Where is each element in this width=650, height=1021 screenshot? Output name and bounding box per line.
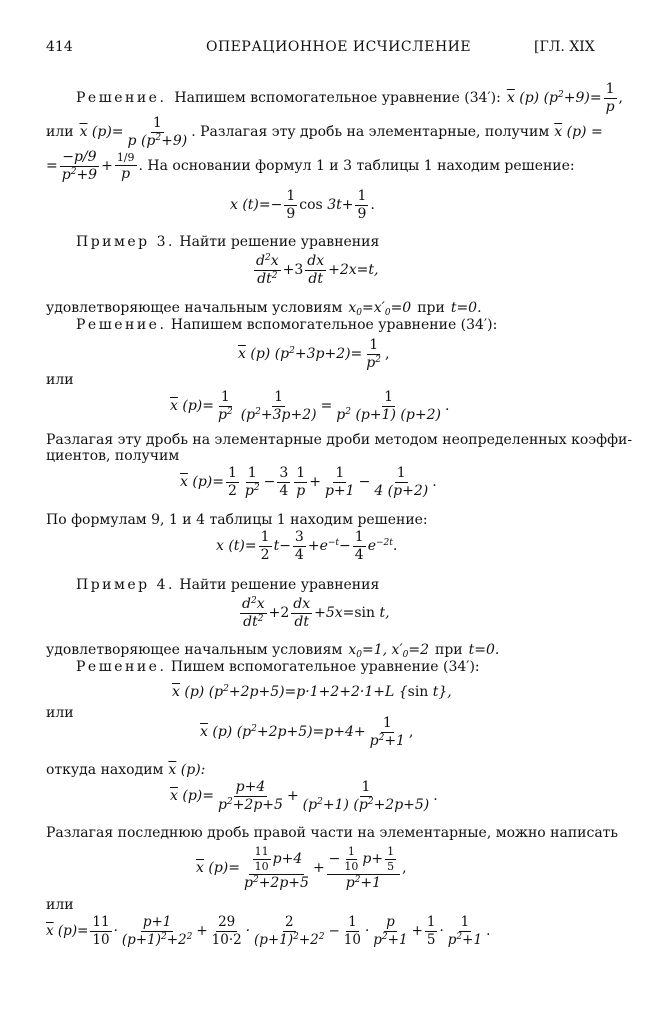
fraction-one-ninth-over-p: $\frac{1/9}{p}$ (116, 150, 135, 182)
cond4-text: удовлетворяющее начальным условиям (46, 642, 343, 658)
initial-conditions-4: удовлетворяющее начальным условиям $x_0=1$, $x'_0=2$ при t=0. (46, 642, 500, 660)
otkuda-line: откуда находим $\overline{x}$ (p): (46, 762, 206, 778)
fraction-1-over-p: $\frac{1}{p}$ (605, 81, 615, 116)
aux-equation-1: $\overline{x}$ (p) $(p^2+9)=$ (506, 90, 602, 107)
example-3-text: Найти решение уравнения (179, 234, 380, 250)
cond3-when: при (417, 300, 445, 316)
decompose-text-2b: циентов, получим (46, 448, 180, 464)
example-4-word: Пример 4. (76, 577, 175, 593)
xbar-expression-4: $\overline{x}$ (p)= $\frac{p+4}{p^2+2p+5}$ + $\frac{1}{(p^2+1) (p^2+2p+5)}$ . (170, 779, 438, 814)
solution-xt-3: x (t)= $\frac{1}{2}$ t− $\frac{3}{4}$ $+e^{-t}-$ $\frac{1}{4}$ $e^{-2t}$. (216, 529, 398, 564)
otkuda-text: откуда находим (46, 762, 164, 778)
aux-equation-3b: $\overline{x}$ (p) $(p^2+2p+5)=p+4+$ $\frac{1}{p^2+1}$ , (200, 715, 414, 750)
aux-equation-3: $\overline{x}$ (p) $(p^2+2p+5)=p\cdot 1+2+2\cdot 1+L$ {sin t}, (172, 684, 452, 700)
ili-word-4: или (46, 897, 74, 913)
solution-intro: Напишем вспомогательное уравнение (34′): (174, 90, 501, 107)
formula-ref-text: По формулам 9, 1 и 4 таблицы 1 находим решение: (46, 512, 428, 528)
fraction-1-over-p-p2-9: $\frac{1}{p (p^2+9)}$ (127, 115, 188, 150)
ode-example-4: $\frac{d^2x}{dt^2}$ +2 $\frac{dx}{dt}$ +5x=sin t, (242, 596, 390, 631)
decompose-text-2a: Разлагая эту дробь на элементарные дроби методом неопределенных коэффи- (46, 432, 633, 448)
ode-example-3: $\frac{d^2x}{dt^2}$ +3 $\frac{dx}{dt}$ +2x=t, (256, 253, 379, 288)
running-title: ОПЕРАЦИОННОЕ ИСЧИСЛЕНИЕ (206, 39, 472, 55)
partial-fractions-4: $\overline{x}$ (p)= $\frac{11}{10}$ p+4 $p^2+2p+5$ + − $\frac{1}{10}$ p+ $\frac{1}{5}$ $p^2+1$ , (196, 845, 407, 892)
example-4-text: Найти решение уравнения (179, 577, 380, 593)
initial-conditions-3: удовлетворяющее начальным условиям $x_0=x'_0=0$ при t=0. (46, 300, 482, 318)
solution-word-3: Решение. (76, 659, 167, 675)
example-3-word: Пример 3. (76, 234, 175, 250)
page-number: 414 (46, 39, 73, 55)
partial-fractions-3: $\overline{x}$ (p)= $\frac{1}{2}$ $\frac{1}{p^2}$ − $\frac{3}{4}$ $\frac{1}{p}$ + $\frac{1}{p+1}$ − $\frac{1}{4 (p+2)}$ . (180, 465, 437, 500)
example-3-heading (76, 234, 379, 251)
aux-equation-2: $\overline{x}$ (p) $(p^2+3p+2)=$ $\frac{1}{p^2}$ , (238, 337, 390, 372)
decompose-text-4: Разлагая последнюю дробь правой части на элементарные, можно написать (46, 825, 619, 841)
chapter-label: [ГЛ. XIX (534, 39, 595, 55)
solution-line-2: или $\overline{x}$ (p)= $\frac{1}{p (p^2+9)}$ . Разлагая эту дробь на элементарные, получим $\overline{x}$ (p) = (46, 115, 603, 150)
example-4-heading (76, 577, 379, 594)
solution-3-heading (76, 659, 480, 676)
solution-3-text: Пишем вспомогательное уравнение (34′): (170, 659, 480, 675)
solution-xt-1: x (t)=− $\frac{1}{9}$ cos 3t+ $\frac{1}{9}$ . (230, 188, 375, 223)
ili-word-2: или (46, 372, 74, 388)
cond4-when: при (435, 642, 463, 658)
solution-word: Решение. (76, 90, 167, 107)
xbar-expression-2: $\overline{x}$ (p)= $\frac{1}{p^2}$ $\frac{1}{(p^2+3p+2)}$ = $\frac{1}{p^2 (p+1) (p+2)}$ . (170, 389, 450, 424)
solution-word-2: Решение. (76, 317, 167, 333)
fraction-minus-p9: $\frac{-p/9}{p^2+9}$ (61, 149, 98, 184)
solution-2-text: Напишем вспомогательное уравнение (34′): (170, 317, 498, 333)
solution-2-heading (76, 317, 497, 334)
solution-line-3: = $\frac{-p/9}{p^2+9}$ + $\frac{1/9}{p}$ . На основании формул 1 и 3 таблицы 1 находим решение: (46, 149, 575, 184)
ili-word-3: или (46, 705, 74, 721)
ili-word-1: или (46, 124, 74, 141)
decompose-text-1: . Разлагая эту дробь на элементарные, получим (191, 124, 550, 141)
final-decomposition: $\overline{x}$ (p)= $\frac{11}{10}$ · $\frac{p+1}{(p+1)^2+2^2}$ + $\frac{29}{10\cdot 2}$ · $\frac{2}{(p+1)^2+2^2}$ − $\frac{1}{10}$ · $\frac{p}{p^2+1}$ + $\frac{1}{5}$ · $\frac{1}{p^2+1}$ . (46, 914, 491, 948)
solution-line-1: Решение. Напишем вспомогательное уравнение (34′): $\overline{x}$ (p) $(p^2+9)=$ $\frac{1}{p}$ , (76, 81, 623, 116)
basis-text: . На основании формул 1 и 3 таблицы 1 находим решение: (138, 158, 575, 175)
cond3-text: удовлетворяющее начальным условиям (46, 300, 343, 316)
